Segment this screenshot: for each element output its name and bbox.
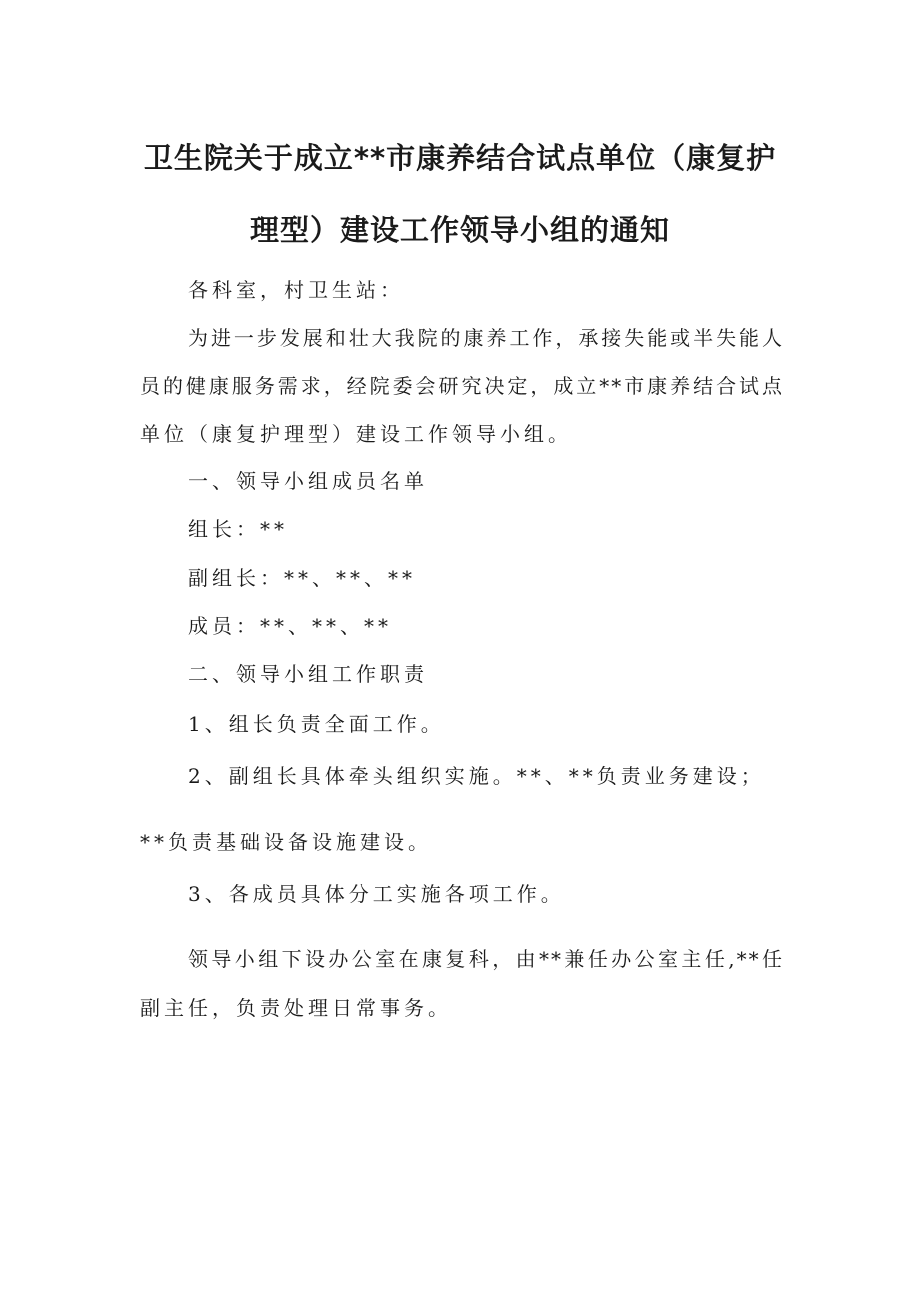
intro-line-1: 为进一步发展和壮大我院的康养工作，承接失能或半失能人 [188,326,784,350]
leader-line: 组长：** [188,517,288,541]
duty-2-line-2: **负责基础设备设施建设。 [140,830,432,854]
document-title-line-1: 卫生院关于成立**市康养结合试点单位（康复护 [143,141,777,175]
office-line-1: 领导小组下设办公室在康复科，由**兼任办公室主任,**任 [188,947,784,971]
deputy-leaders-line: 副组长：**、**、** [188,566,416,590]
section2-heading: 二、领导小组工作职责 [188,662,428,686]
document-title-line-2: 理型）建设工作领导小组的通知 [249,213,670,247]
salutation: 各科室，村卫生站： [188,278,404,302]
office-line-2: 副主任，负责处理日常事务。 [140,996,452,1020]
duty-3: 3、各成员具体分工实施各项工作。 [188,882,565,906]
intro-line-3: 单位（康复护理型）建设工作领导小组。 [140,422,572,446]
duty-1: 1、组长负责全面工作。 [188,712,445,736]
intro-line-2: 员的健康服务需求，经院委会研究决定，成立**市康养结合试点 [140,374,784,398]
section1-heading: 一、领导小组成员名单 [188,469,428,493]
members-line: 成员：**、**、** [188,614,392,638]
duty-2-line-1: 2、副组长具体牵头组织实施。**、**负责业务建设； [188,764,765,788]
